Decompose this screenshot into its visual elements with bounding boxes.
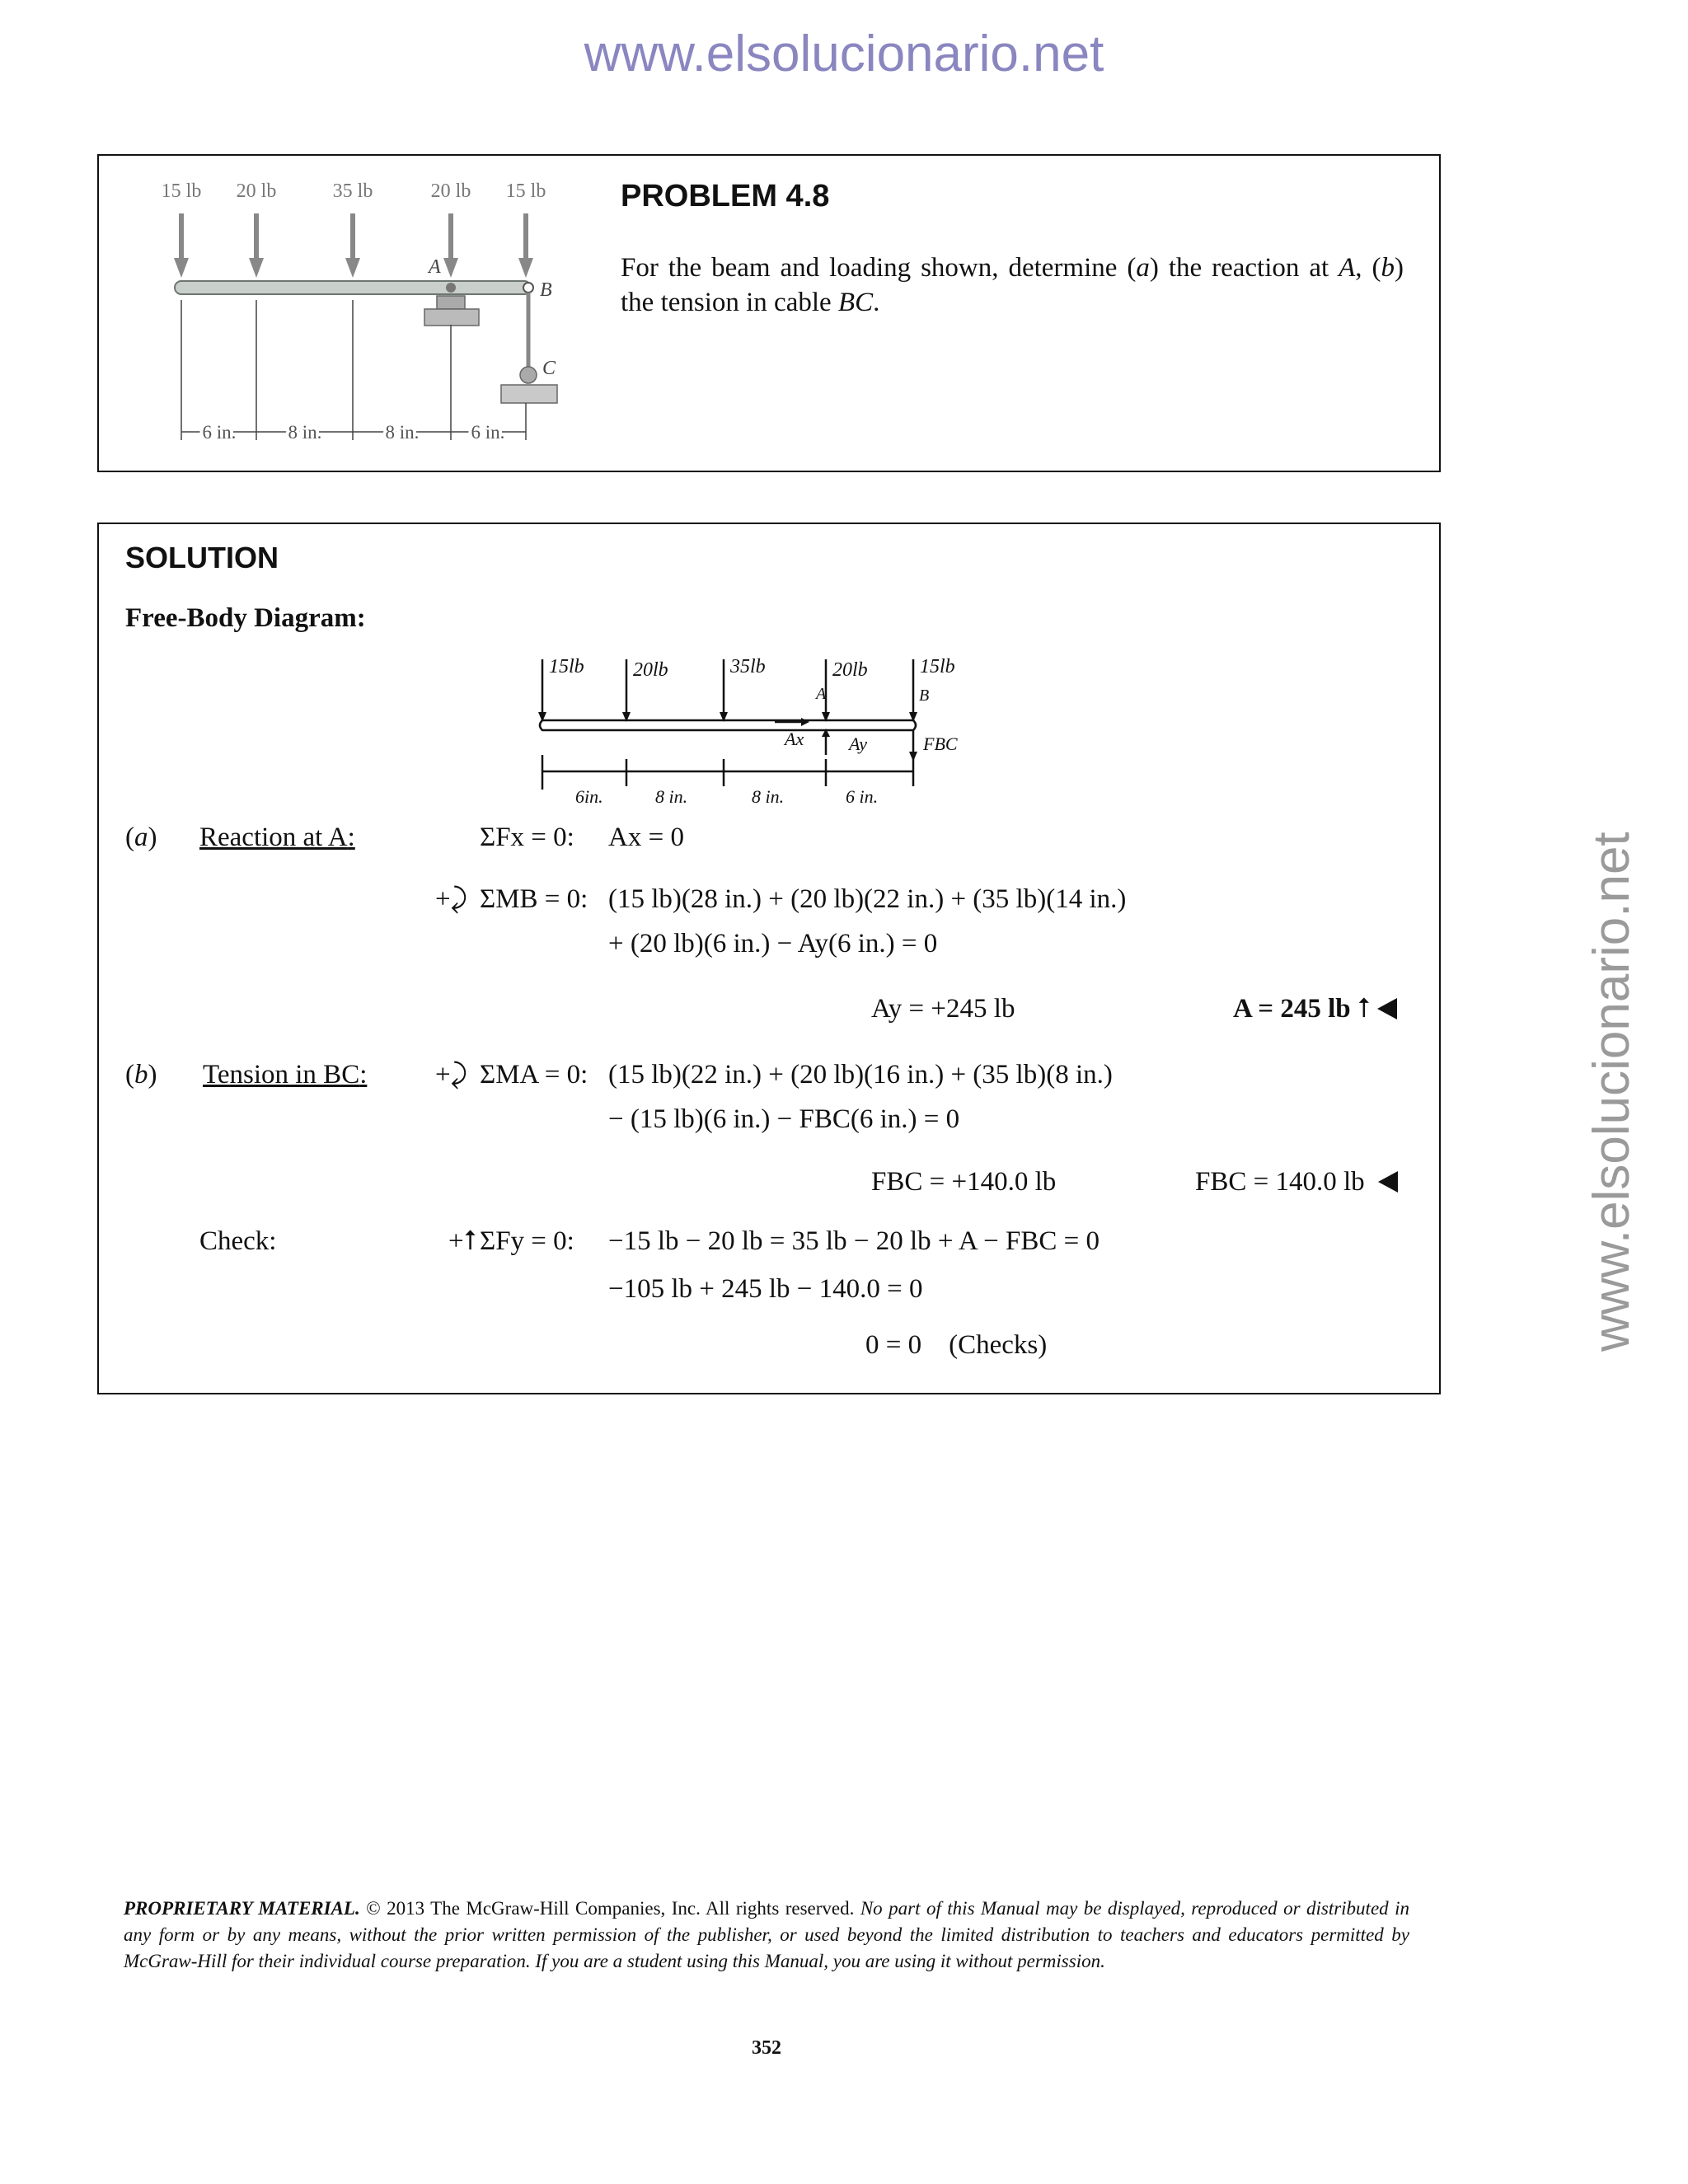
answer-marker-icon (1378, 1171, 1398, 1193)
eq-fy: ΣFy = 0: (480, 1226, 574, 1256)
footer-notice: PROPRIETARY MATERIAL. © 2013 The McGraw-Hill Companies, Inc. All rights reserved. No part of this Manual may be displayed, reproduced or distributed in any form or by any means, without the prior written permission of the publisher, or used beyond the limited distribution to teachers and educators permitted by McGraw-Hill for their individual course preparation. If you are a student using this Manual, you are using it without permission. (124, 1898, 1409, 1971)
moment-sign-ma: +⤸ (435, 1060, 467, 1090)
moment-sign-mb: +⤸ (435, 884, 467, 914)
problem-box (97, 154, 1441, 472)
part-b-label: (b) (125, 1060, 157, 1090)
check-line3: 0 = 0 (Checks) (865, 1330, 1048, 1360)
fbd-Ay: Ay (849, 733, 867, 754)
fbd-load-1: 15lb (549, 656, 584, 677)
check-label: Check: (199, 1226, 277, 1256)
page-number: 352 (752, 2037, 781, 2059)
dim-4: 6 in. (471, 422, 505, 443)
load-label-3: 35 lb (332, 180, 373, 202)
answer-marker-icon (1377, 998, 1397, 1019)
check-line2: −105 lb + 245 lb − 140.0 = 0 (608, 1274, 923, 1304)
fbd-dim-3: 8 in. (752, 786, 785, 807)
dim-3: 8 in. (385, 422, 420, 443)
fbd-beam (540, 720, 916, 730)
solution-box (97, 523, 1441, 1394)
eq-ma: ΣMA = 0: (480, 1060, 588, 1090)
free-body-diagram (536, 648, 997, 813)
fbd-label-B: B (919, 687, 930, 705)
fbd-dim-4: 6 in. (846, 786, 879, 807)
ay-answer: A = 245 lb ⭡ (1233, 994, 1397, 1024)
problem-figure (99, 156, 593, 469)
load-label-2: 20 lb (236, 180, 277, 202)
fbd-load-2: 20lb (633, 659, 668, 681)
eq-mb: ΣMB = 0: (480, 884, 588, 914)
eq-fx: ΣFx = 0: (480, 823, 574, 852)
fbd-dim-2: 8 in. (655, 786, 688, 807)
eq-mb-line1: (15 lb)(28 in.) + (20 lb)(22 in.) + (35 lb)(14 in.) (608, 884, 1127, 914)
eq-fx-result: Ax = 0 (608, 823, 684, 852)
fbd-Fbc: FBC (923, 733, 958, 754)
fbd-load-3: 35lb (730, 656, 766, 677)
fbd-load-4: 20lb (832, 659, 868, 681)
eq-mb-line2: + (20 lb)(6 in.) − Ay(6 in.) = 0 (608, 929, 938, 958)
force-sign-fy: +⭡ (448, 1226, 477, 1256)
eq-ma-line1: (15 lb)(22 in.) + (20 lb)(16 in.) + (35 lb)(8 in.) (608, 1060, 1113, 1090)
solution-title: SOLUTION (125, 541, 279, 574)
fbd-Ax: Ax (785, 729, 804, 749)
support-A-base (424, 309, 479, 326)
load-label-5: 15 lb (505, 180, 546, 202)
fbc-answer: FBC = 140.0 lb (1195, 1167, 1398, 1197)
label-A: A (429, 256, 441, 278)
label-C: C (542, 358, 556, 379)
load-label-4: 20 lb (430, 180, 471, 202)
fbd-title: Free-Body Diagram: (125, 603, 366, 633)
fbc-result: FBC = +140.0 lb (871, 1167, 1057, 1197)
problem-statement: For the beam and loading shown, determine (a) the reaction at A, (b) the tension in cable BC. (621, 253, 1404, 317)
part-a-label: (a) (125, 823, 157, 852)
check-line1: −15 lb − 20 lb = 35 lb − 20 lb + A − FBC = 0 (608, 1226, 1100, 1256)
problem-title: PROBLEM 4.8 (621, 179, 830, 213)
dim-2: 8 in. (288, 422, 322, 443)
label-B: B (540, 279, 552, 301)
watermark-top: www.elsolucionario.net (584, 26, 1104, 82)
watermark-side: www.elsolucionario.net (1583, 832, 1640, 1352)
fbd-load-5: 15lb (920, 656, 955, 677)
ay-result: Ay = +245 lb (871, 994, 1015, 1024)
part-a-title: Reaction at A: (199, 823, 355, 852)
fbd-dim-1: 6in. (575, 786, 603, 807)
fbd-label-A: A (816, 685, 827, 703)
beam (175, 281, 531, 294)
load-label-1: 15 lb (161, 180, 202, 202)
part-b-title: Tension in BC: (203, 1060, 368, 1090)
dim-1: 6 in. (202, 422, 237, 443)
eq-ma-line2: − (15 lb)(6 in.) − FBC(6 in.) = 0 (608, 1104, 960, 1134)
